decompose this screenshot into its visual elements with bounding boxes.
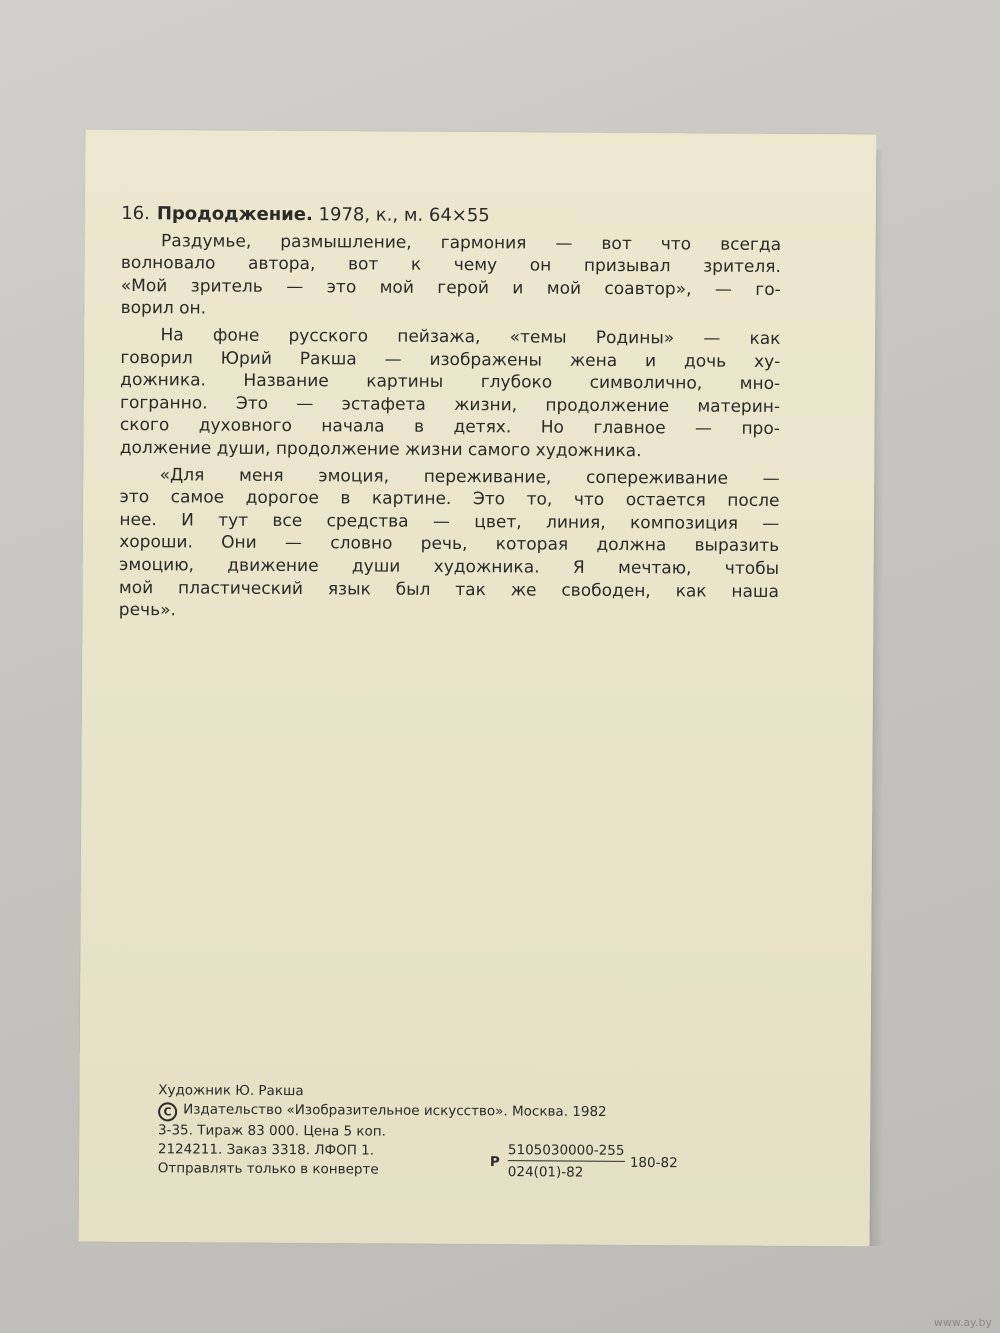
text-line: мой пластический язык был так же свободен, как наша: [118, 577, 779, 602]
copyright-icon: С: [158, 1102, 177, 1121]
paragraph-2: [120, 324, 781, 464]
text-line: «Для меня эмоция, переживание, сопереживание —: [159, 464, 780, 489]
text-line: Раздумье, размышление, гармония — вот что всегда: [161, 230, 782, 255]
text-line: должение души, продолжение жизни самого художника.: [119, 437, 642, 462]
index-numerator: 5105030000-255: [508, 1142, 625, 1162]
index-denominator: 024(01)-82: [507, 1164, 584, 1181]
text-line: На фоне русского пейзажа, «темы Родины» — как: [160, 325, 781, 349]
text-line: ворил он.: [120, 298, 207, 319]
paragraph-3: [119, 464, 780, 626]
text-line: ского духовного начала в детях. Но главное — про-: [119, 415, 780, 440]
text-line: «Мой зритель — это мой герой и мой соавтор», — го-: [120, 275, 781, 300]
artist-credit: Художник Ю. Ракша: [158, 1082, 304, 1100]
site-watermark: www.ay.by: [933, 1316, 992, 1329]
text-line: эмоцию, движение души художника. Я мечтаю, чтобы: [119, 554, 780, 579]
painting-title: Прододжение.: [156, 203, 313, 226]
print-run: 3-35. Тираж 83 000. Цена 5 коп.: [157, 1122, 386, 1140]
text-line: нее. И тут все средства — цвет, линия, композиция —: [119, 509, 780, 534]
text-line: это самое дорогое в картине. Это то, что остается после: [119, 487, 780, 512]
mailing-note: Отправлять только в конверте: [157, 1160, 379, 1178]
text-line: хороши. Они — словно речь, которая должна выразить: [119, 532, 780, 557]
index-prefix: Р: [489, 1153, 500, 1171]
painting-details: 1978, к., м. 64×55: [318, 204, 490, 227]
text-line: говорил Юрий Ракша — изображены жена и дочь ху-: [120, 347, 781, 372]
text-line: речь».: [118, 600, 176, 621]
text-line: волновало автора, вот к чему он призывал зрителя.: [120, 253, 781, 278]
text-line: дожника. Название картины глубоко символично, мно-: [120, 370, 781, 395]
description-text: [119, 203, 782, 630]
painting-number: 16.: [121, 202, 150, 225]
paragraph-1: [121, 230, 782, 324]
painting-heading: [121, 203, 781, 230]
index-suffix: 180-82: [629, 1154, 678, 1172]
index-fraction: [508, 1142, 625, 1181]
order-info: 2124211. Заказ 3318. ЛФОП 1.: [157, 1141, 375, 1159]
publisher-text: Издательство «Изобразительное искусство». Москва. 1982: [183, 1101, 607, 1121]
text-line: гогранно. Это — эстафета жизни, продолжение материн-: [120, 392, 781, 417]
